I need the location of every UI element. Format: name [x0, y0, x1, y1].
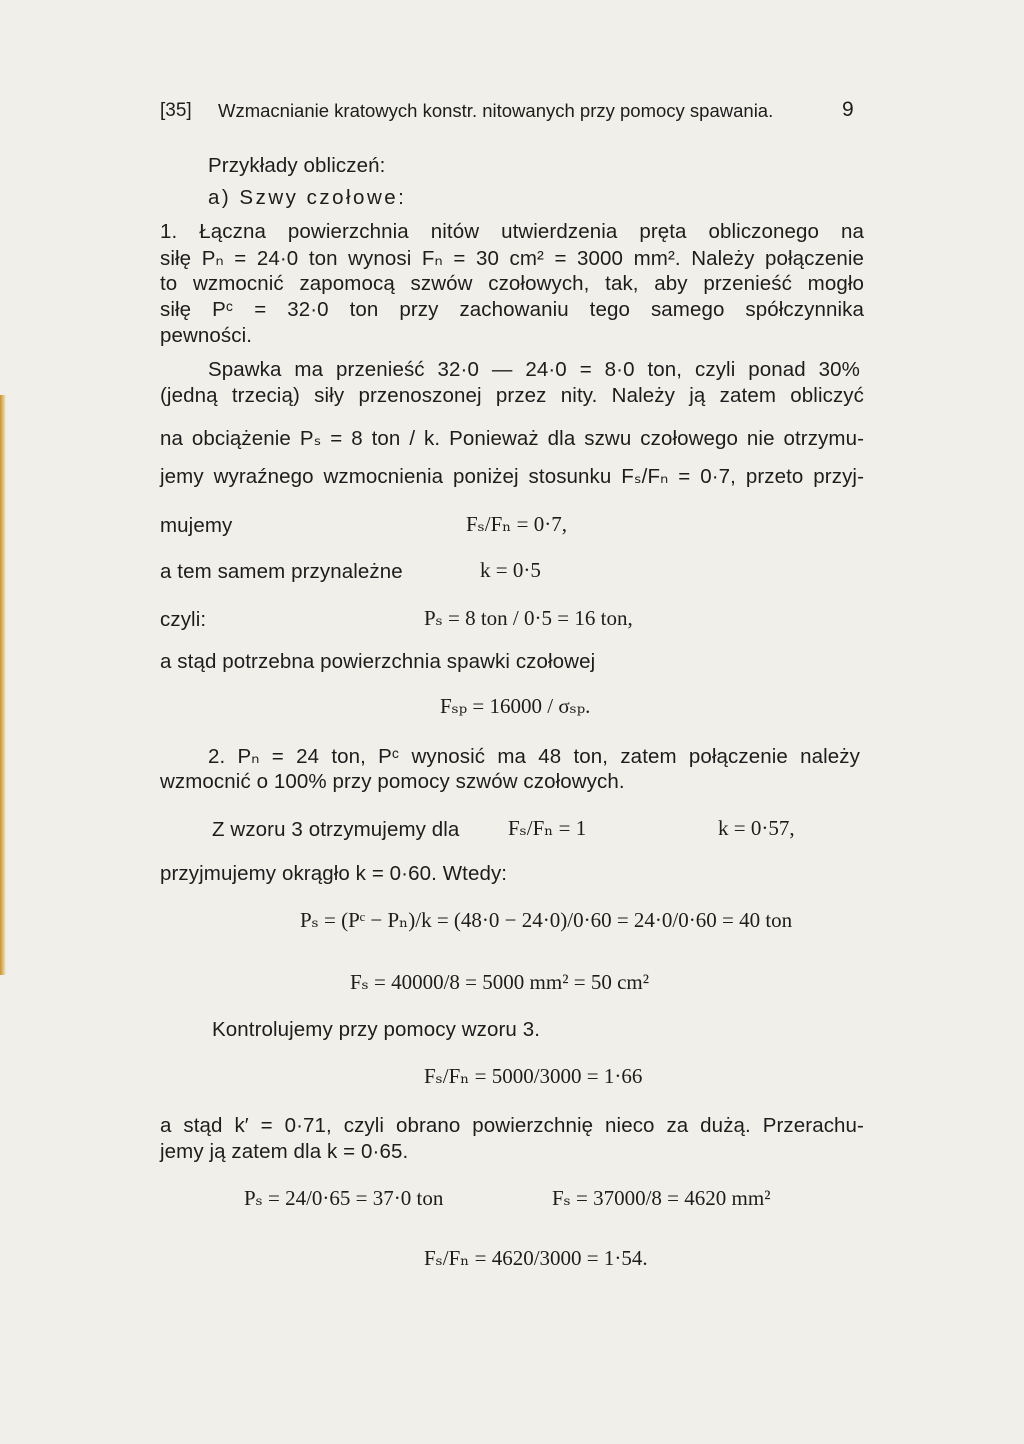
equation-k-05: k = 0·5: [480, 558, 541, 582]
equation-ratio-1: Fₛ/Fₙ = 1: [508, 816, 587, 840]
label-przynalezne: a tem samem przynależne: [160, 560, 403, 583]
equation-ps-37ton: Pₛ = 24/0·65 = 37·0 ton: [244, 1186, 444, 1210]
p1-line-2: siłę Pₙ = 24·0 ton wynosi Fₙ = 30 cm² = 3000 mm². Należy połączenie: [160, 247, 864, 270]
equation-ps-40ton: Pₛ = (Pᶜ − Pₙ)/k = (48·0 − 24·0)/0·60 = 24·0/0·60 = 40 ton: [300, 908, 793, 932]
equation-ratio-166: Fₛ/Fₙ = 5000/3000 = 1·66: [424, 1064, 643, 1088]
equation-ps-16ton: Pₛ = 8 ton / 0·5 = 16 ton,: [424, 606, 633, 630]
page-number: 9: [842, 98, 854, 121]
p1-line-4: siłę Pᶜ = 32·0 ton przy zachowaniu tego samego spółczynnika: [160, 298, 864, 321]
page-edge-stain: [0, 395, 6, 975]
label-czyli: czyli:: [160, 608, 207, 631]
p7-line: Kontrolujemy przy pomocy wzoru 3.: [212, 1018, 541, 1041]
equation-k-057: k = 0·57,: [718, 816, 795, 840]
p6-line: przyjmujemy okrągło k = 0·60. Wtedy:: [160, 862, 508, 885]
subheading-butt-welds: a) Szwy czołowe:: [208, 186, 407, 209]
p1-line-1: 1. Łączna powierzchnia nitów utwierdzenia pręta obliczonego na: [160, 220, 864, 243]
section-number: [35]: [160, 100, 192, 121]
label-przyjmujemy: mujemy: [160, 514, 233, 537]
examples-heading: Przykłady obliczeń:: [208, 154, 386, 177]
p1-line-5: pewności.: [160, 324, 253, 347]
equation-ratio-154: Fₛ/Fₙ = 4620/3000 = 1·54.: [424, 1246, 648, 1270]
equation-fs-4620: Fₛ = 37000/8 = 4620 mm²: [552, 1186, 771, 1210]
running-title: Wzmacnianie kratowych konstr. nitowanych przy pomocy spawania.: [218, 100, 774, 121]
p8-line-2: jemy ją zatem dla k = 0·65.: [160, 1140, 409, 1163]
p4-line-2: wzmocnić o 100% przy pomocy szwów czołowych.: [160, 770, 625, 793]
p8-line-1: a stąd k′ = 0·71, czyli obrano powierzchnię nieco za dużą. Przerachu-: [160, 1114, 864, 1137]
p2-line-4: jemy wyraźnego wzmocnienia poniżej stosunku Fₛ/Fₙ = 0·7, przeto przyj-: [160, 465, 864, 488]
p2-line-3: na obciążenie Pₛ = 8 ton / k. Ponieważ dla szwu czołowego nie otrzymu-: [160, 427, 864, 450]
p1-line-3: to wzmocnić zapomocą szwów czołowych, tak, aby przenieść mogło: [160, 272, 864, 295]
p5-text: Z wzoru 3 otrzymujemy dla: [212, 818, 460, 841]
p2-line-1: Spawka ma przenieść 32·0 — 24·0 = 8·0 ton, czyli ponad 30%: [208, 358, 860, 381]
equation-ratio-07: Fₛ/Fₙ = 0·7,: [466, 512, 567, 536]
equation-fsp: Fₛₚ = 16000 / σₛₚ.: [440, 694, 591, 718]
p4-line-1: 2. Pₙ = 24 ton, Pᶜ wynosić ma 48 ton, zatem połączenie należy: [208, 745, 860, 768]
equation-fs-5000: Fₛ = 40000/8 = 5000 mm² = 50 cm²: [350, 970, 650, 994]
p2-line-2: (jedną trzecią) siły przenoszonej przez nity. Należy ją zatem obliczyć: [160, 384, 864, 407]
p3-line: a stąd potrzebna powierzchnia spawki czołowej: [160, 650, 596, 673]
